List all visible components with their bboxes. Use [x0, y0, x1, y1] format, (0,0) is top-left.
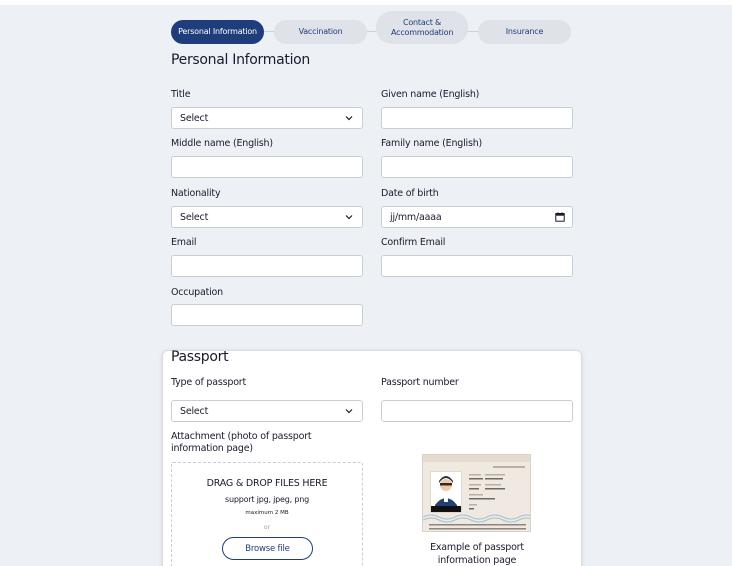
calendar-icon[interactable]: [555, 212, 565, 222]
confirm-email-label: Confirm Email: [381, 237, 446, 248]
attachment-label: Attachment (photo of passport information page): [171, 431, 312, 454]
occupation-input[interactable]: [171, 304, 363, 326]
title-select-value: Select: [180, 112, 209, 124]
passport-title: Passport: [171, 349, 229, 365]
middle-name-input[interactable]: [171, 156, 363, 178]
file-dropzone[interactable]: [171, 462, 363, 566]
occupation-label: Occupation: [171, 287, 223, 298]
passport-type-label: Type of passport: [171, 377, 247, 388]
title-select[interactable]: [171, 107, 363, 129]
passport-number-input[interactable]: [381, 400, 573, 422]
passport-type-select[interactable]: [171, 400, 363, 422]
nationality-select[interactable]: [171, 206, 363, 228]
step-contact-accommodation[interactable]: [376, 11, 468, 44]
step-contact-label: Contact & Accommodation: [391, 17, 454, 37]
chevron-down-icon: [344, 406, 354, 416]
email-label: Email: [171, 237, 197, 248]
confirm-email-input[interactable]: [381, 255, 573, 277]
dropzone-max-size: maximum 2 MB: [245, 510, 289, 516]
nationality-select-value: Select: [180, 211, 209, 223]
email-input[interactable]: [171, 255, 363, 277]
step-personal-information[interactable]: Personal Information: [171, 20, 264, 44]
passport-type-value: Select: [180, 405, 209, 417]
dob-input[interactable]: [381, 206, 573, 228]
family-name-input[interactable]: [381, 156, 573, 178]
progress-stepper: [171, 11, 571, 45]
step-insurance[interactable]: Insurance: [478, 20, 571, 44]
dob-input-value: jj/mm/aaaa: [390, 211, 442, 223]
passport-number-label: Passport number: [381, 377, 459, 388]
browse-file-button[interactable]: Browse file: [222, 537, 313, 560]
dropzone-or: or: [263, 524, 271, 531]
family-name-label: Family name (English): [381, 138, 483, 149]
dropzone-title: DRAG & DROP FILES HERE: [206, 478, 328, 489]
dob-label: Date of birth: [381, 188, 439, 199]
given-name-label: Given name (English): [381, 89, 480, 100]
personal-info-title: Personal Information: [171, 52, 311, 68]
passport-example-caption: Example of passport information page: [430, 542, 524, 566]
middle-name-label: Middle name (English): [171, 138, 273, 149]
chevron-down-icon: [344, 212, 354, 222]
nationality-label: Nationality: [171, 188, 221, 199]
dropzone-support: support jpg, jpeg, png: [225, 495, 309, 504]
title-label: Title: [171, 89, 191, 100]
step-vaccination[interactable]: Vaccination: [274, 20, 367, 44]
given-name-input[interactable]: [381, 107, 573, 129]
chevron-down-icon: [344, 113, 354, 123]
passport-example-image: [422, 454, 531, 532]
